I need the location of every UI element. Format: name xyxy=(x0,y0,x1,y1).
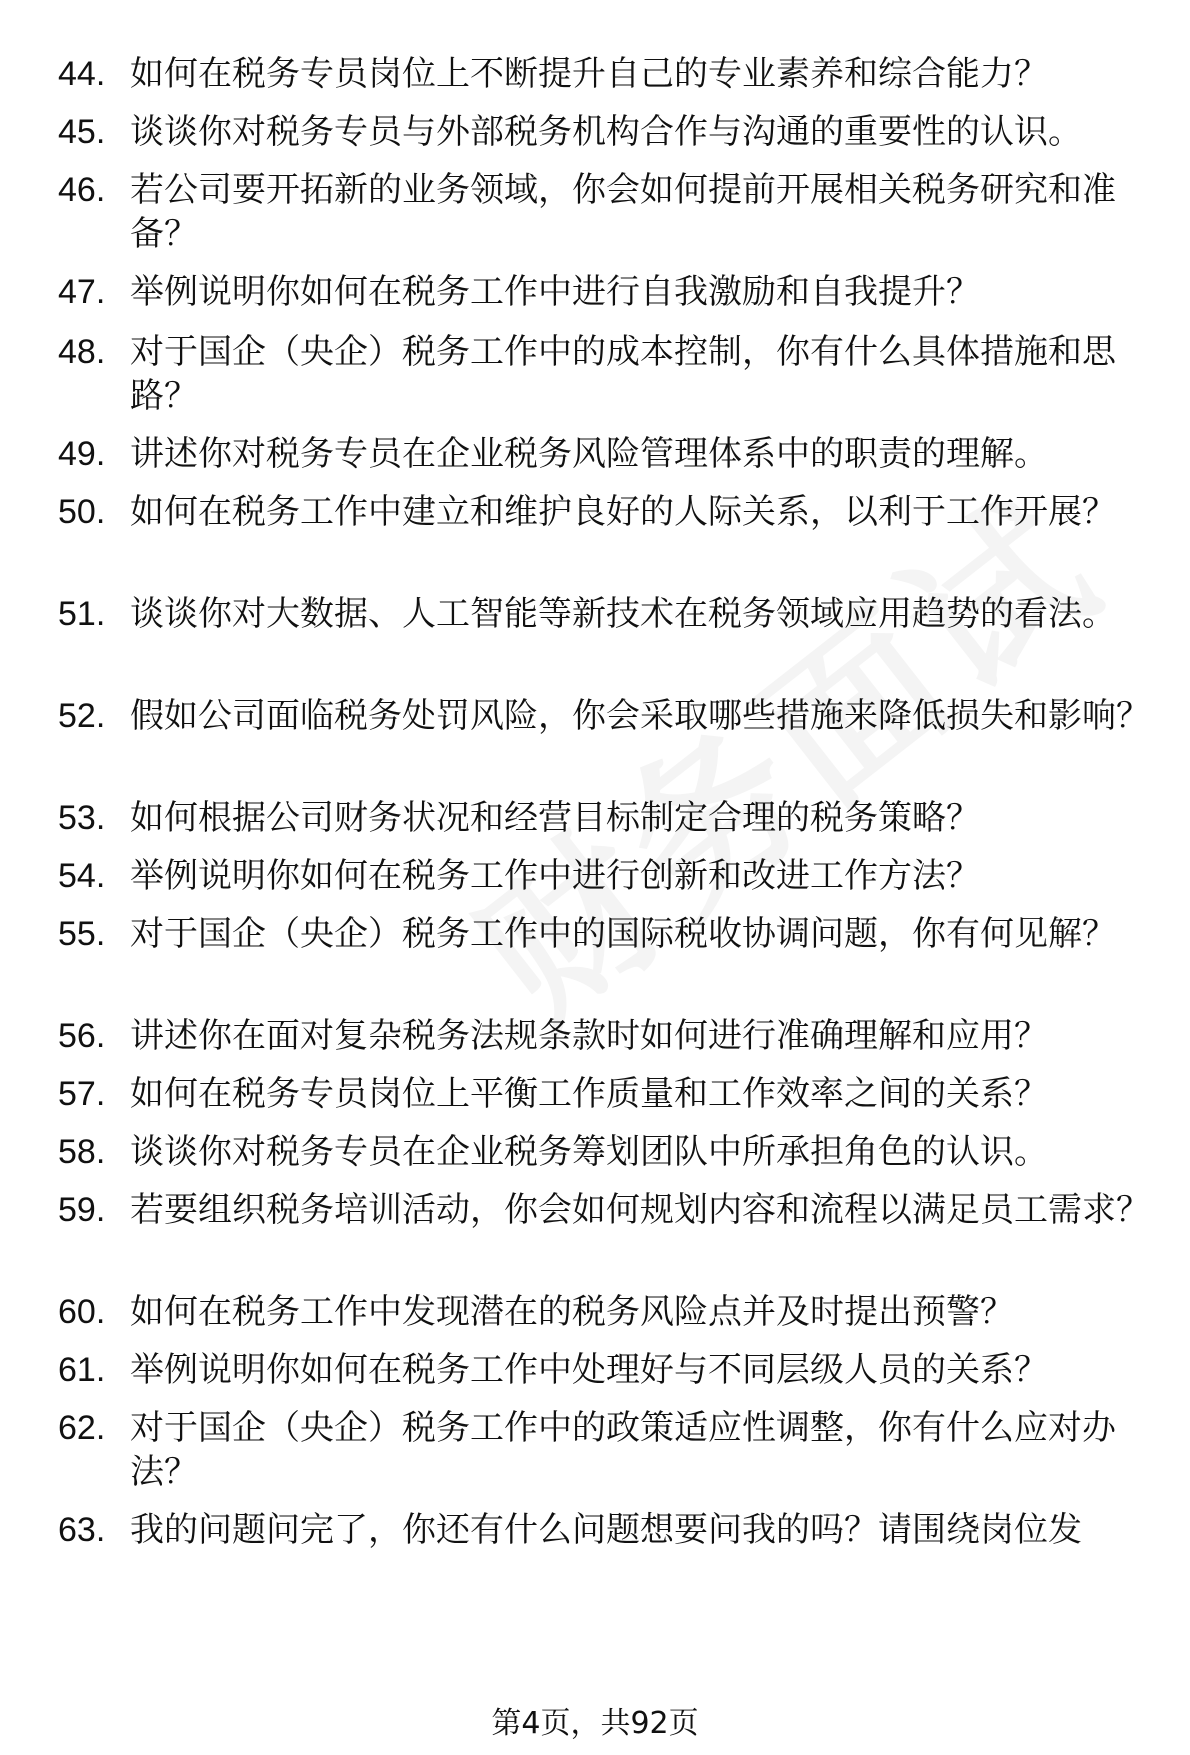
question-text: 如何在税务专员岗位上不断提升自己的专业素养和综合能力？ xyxy=(130,54,1048,94)
question-item-48 xyxy=(58,330,1158,418)
question-text: 如何在税务工作中发现潜在的税务风险点并及时提出预警？ xyxy=(130,1292,1014,1332)
question-number: 59. xyxy=(58,1191,106,1229)
question-item-47 xyxy=(58,270,1158,314)
question-text: 若要组织税务培训活动，你会如何规划内容和流程以满足员工需求？ xyxy=(130,1190,1150,1230)
question-item-55 xyxy=(58,912,1158,956)
question-text: 假如公司面临税务处罚风险，你会采取哪些措施来降低损失和影响？ xyxy=(130,696,1150,736)
question-item-46 xyxy=(58,168,1158,256)
question-item-54 xyxy=(58,854,1158,898)
question-number: 46. xyxy=(58,171,106,209)
question-item-50 xyxy=(58,490,1158,534)
question-text: 谈谈你对税务专员在企业税务筹划团队中所承担角色的认识。 xyxy=(130,1132,1048,1172)
question-number: 63. xyxy=(58,1511,106,1549)
question-number: 49. xyxy=(58,435,106,473)
question-text: 如何在税务专员岗位上平衡工作质量和工作效率之间的关系？ xyxy=(130,1074,1048,1114)
question-text: 若公司要开拓新的业务领域，你会如何提前开展相关税务研究和准备？ xyxy=(130,170,1116,254)
question-item-51 xyxy=(58,592,1158,636)
question-number: 48. xyxy=(58,333,106,371)
question-number: 53. xyxy=(58,799,106,837)
question-text: 如何在税务工作中建立和维护良好的人际关系，以利于工作开展？ xyxy=(130,492,1116,532)
question-number: 56. xyxy=(58,1017,106,1055)
question-number: 57. xyxy=(58,1075,106,1113)
question-number: 58. xyxy=(58,1133,106,1171)
question-item-44 xyxy=(58,52,1158,96)
question-item-58 xyxy=(58,1130,1158,1174)
question-item-57 xyxy=(58,1072,1158,1116)
question-text: 对于国企（央企）税务工作中的成本控制，你有什么具体措施和思路？ xyxy=(130,332,1116,416)
question-number: 60. xyxy=(58,1293,106,1331)
question-number: 61. xyxy=(58,1351,106,1389)
question-item-52 xyxy=(58,694,1158,738)
question-item-45 xyxy=(58,110,1158,154)
question-number: 47. xyxy=(58,273,106,311)
question-item-61 xyxy=(58,1348,1158,1392)
question-item-59 xyxy=(58,1188,1158,1232)
question-text: 举例说明你如何在税务工作中处理好与不同层级人员的关系？ xyxy=(130,1350,1048,1390)
question-text: 对于国企（央企）税务工作中的政策适应性调整，你有什么应对办法？ xyxy=(130,1408,1116,1492)
question-text: 举例说明你如何在税务工作中进行创新和改进工作方法？ xyxy=(130,856,980,896)
question-item-49 xyxy=(58,432,1158,476)
question-number: 52. xyxy=(58,697,106,735)
page-footer: 第4页，共92页 xyxy=(491,1706,699,1741)
question-text: 讲述你在面对复杂税务法规条款时如何进行准确理解和应用？ xyxy=(130,1016,1048,1056)
question-number: 55. xyxy=(58,915,106,953)
question-number: 50. xyxy=(58,493,106,531)
question-item-62 xyxy=(58,1406,1158,1494)
question-number: 54. xyxy=(58,857,106,895)
question-text: 谈谈你对税务专员与外部税务机构合作与沟通的重要性的认识。 xyxy=(130,112,1082,152)
question-item-60 xyxy=(58,1290,1158,1334)
question-text: 如何根据公司财务状况和经营目标制定合理的税务策略？ xyxy=(130,798,980,838)
question-text: 谈谈你对大数据、人工智能等新技术在税务领域应用趋势的看法。 xyxy=(130,594,1116,634)
question-item-56 xyxy=(58,1014,1158,1058)
question-number: 44. xyxy=(58,55,106,93)
question-text: 我的问题问完了，你还有什么问题想要问我的吗？请围绕岗位发 xyxy=(130,1510,1082,1550)
question-text: 举例说明你如何在税务工作中进行自我激励和自我提升？ xyxy=(130,272,980,312)
question-number: 51. xyxy=(58,595,106,633)
question-text: 对于国企（央企）税务工作中的国际税收协调问题，你有何见解？ xyxy=(130,914,1116,954)
question-item-63 xyxy=(58,1508,1158,1552)
question-text: 讲述你对税务专员在企业税务风险管理体系中的职责的理解。 xyxy=(130,434,1048,474)
question-number: 45. xyxy=(58,113,106,151)
question-item-53 xyxy=(58,796,1158,840)
question-number: 62. xyxy=(58,1409,106,1447)
